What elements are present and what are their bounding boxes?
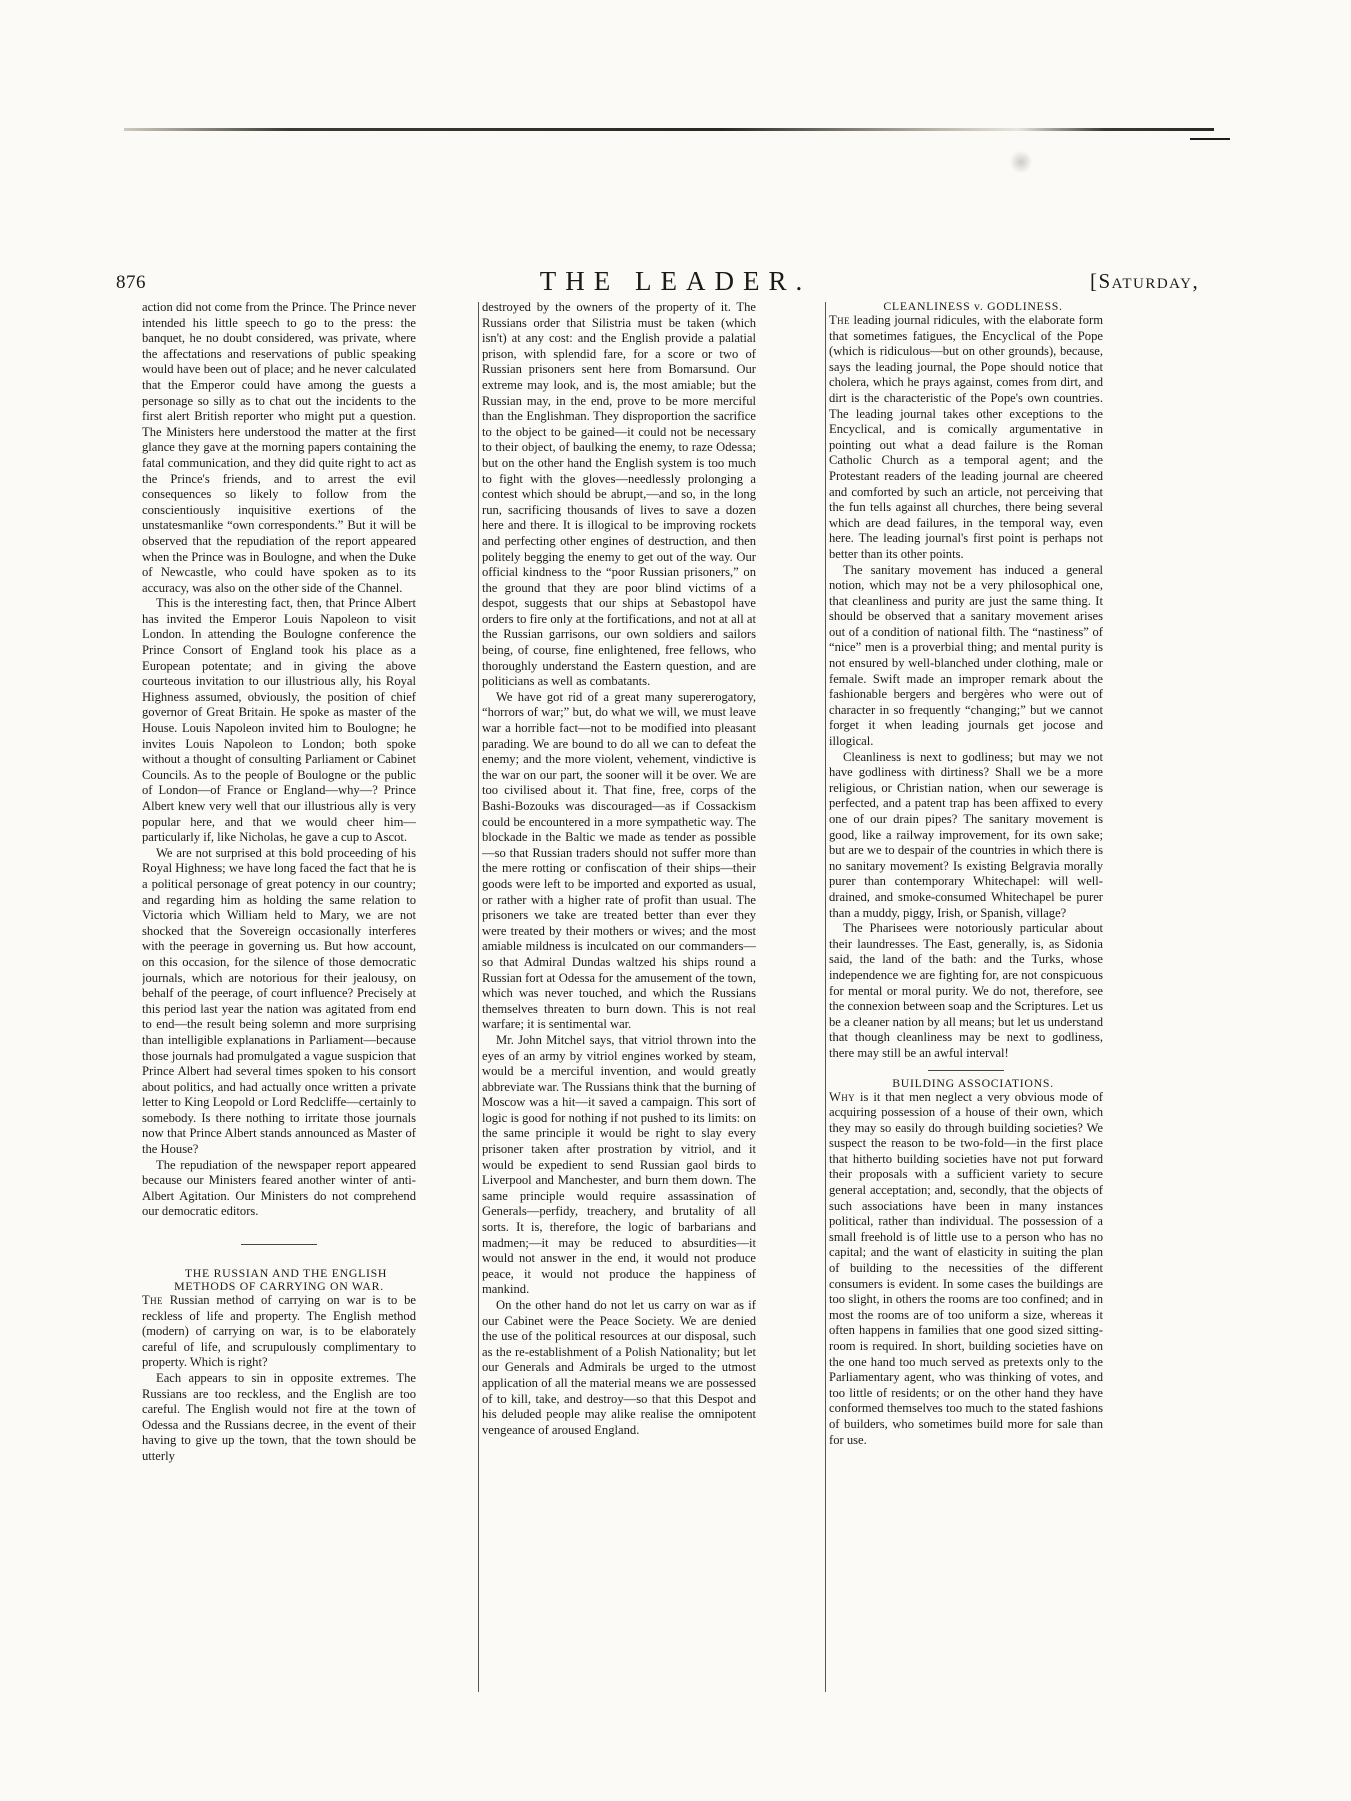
column-divider [825, 302, 826, 1692]
paragraph: leading journal ridicules, with the elaborate form that sometimes fatigues, the Encyclical of the Pope (which is ridiculous—but on other grounds), because, says the leading journal, the Pope should notice that cholera, which he prays against, comes from dirt, and dirt is the characteristic of the Pope's own countries. The leading journal takes other exceptions to the Encyclical, and is comically argumentative in pointing out what a dead failure is the Roman Catholic Church as a temporal agent; and the Protestant readers of the leading journal are cheered and comforted by such an article, not perceiving that the fun tells against all churches, there being several which are dead failures, in the temporal way, even here. The leading journal's first point is perhaps not better than its other points. [829, 313, 1103, 561]
paragraph: The Pharisees were notoriously particular about their laundresses. The East, generally, is, as Sidonia said, the land of the bath: and the Turks, whose independence we are fighting for, are not conspicuous for mental or moral purity. We do not, therefore, see the connexion between soap and the Scriptures. Let us be a cleaner nation by all means; but let us understand that though cleanliness may be next to godliness, there may still be an awful interval! [829, 921, 1103, 1060]
paragraph: On the other hand do not let us carry on war as if our Cabinet were the Peace Society. We are denied the use of the political resources at our disposal, such as the re-establishment of a Polish Nationality; but let our Generals and Admirals be urged to the utmost application of all the material means we are possessed of to kill, take, and destroy—so that this Despot and his deluded people may alike realise the omnipotent vengeance of aroused England. [482, 1298, 756, 1437]
paragraph: Russian method of carrying on war is to be reckless of life and property. The English method (modern) of carrying on war, is to be elaborately careful of life, and scrupulously complimentary to property. Which is right? [142, 1293, 416, 1370]
column-divider [478, 302, 479, 1692]
paragraph: The sanitary movement has induced a general notion, which may not be a very philosophical one, that cleanliness and purity are just the same thing. It should be observed that a sanitary movement arises out of a condition of national filth. The “nastiness” of “nice” men is a proverbial thing; and mental purity is not ensured by well-blanched under clothing, male or female. Swift made an improper remark about the fashionable bergers and bergères who were out of character in so frequently “changing;” but we cannot forget it when leading journals get jocose and illogical. [829, 562, 1103, 749]
paragraph: Cleanliness is next to godliness; but may we not have godliness with dirtiness? Shall we be a more religious, or Christian nation, when our sewerage is perfected, and a patent trap has been affixed to every one of our drain pipes? The sanitary movement is good, like a railway improvement, for its own sake; but are we to despair of the countries in which there is no sanitary movement? Is existing Belgravia morally purer than contemporary Whitechapel: will well-drained, and smoke-consumed Whitechapel be purer than a muddy, piggy, Irish, or Spanish, village? [829, 749, 1103, 920]
top-rule [124, 128, 1214, 131]
paragraph: destroyed by the owners of the property of it. The Russians order that Silistria must be taken (which isn't) at any cost: and the English provide a palatial prison, with splendid fare, for a score or two of Russian prisoners sent here from Bomarsund. Our extreme may look, and is, the most amiable; but the Russian may, in the end, prove to be more merciful than the Englishman. They disproportion the sacrifice to the object to be gained—it could not be necessary to their object, of baulking the enemy, to raze Odessa; but on the other hand the English system is too much to fight with the gloves—needlessly prolonging a contest which should be abrupt,—and so, in the long run, sacrificing thousands of lives to save a dozen here and there. It is illogical to be improving rockets and perfecting other engines of destruction, and then politely begging the enemy to get out of the way. Our official kindness to the “poor Russian prisoners,” on the ground that they are poor blind victims of a despot, suggests that our ships at Sebastopol have orders to fire only at the fortifications, and not at all at the Russian garrisons, our own soldiers and sailors being, of course, fine enlightened, free fellows, who thoroughly understand the Eastern question, and are politicians as well as combatants. [482, 300, 756, 689]
dateline: [Saturday, [1090, 269, 1200, 293]
article-heading: CLEANLINESS v. GODLINESS. [883, 300, 1063, 313]
article-heading: THE RUSSIAN AND THE ENGLISH METHODS OF CARRYING ON WAR. [174, 1266, 388, 1294]
section-separator [928, 1070, 1004, 1071]
ink-smudge [1010, 150, 1032, 174]
column-3 [829, 300, 1103, 1695]
paragraph: We are not surprised at this bold proceeding of his Royal Highness; we have long faced the fact that he is a political personage of great potency in our country; and regarding him as holding the same relation to Victoria which William held to Mary, we are not shocked that the Sovereign occasionally interferes with the peerage in governing us. But how account, on this occasion, for the silence of those democratic journals, which are notorious for their jealousy, on behalf of the peerage, of court influence? Precisely at this period last year the nation was agitated from end to end—the result being solemn and more surprising than intelligible explanations in Parliament—because those journals had promulgated a vague suspicion that Prince Albert had several times spoken to his consort about politics, and had actually once written a private letter to King Leopold or Lord Redcliffe—certainly to somebody. Is there nothing to irritate those journals now that Prince Albert stands announced as Master of the House? [142, 845, 416, 1157]
drop-word: The [142, 1293, 163, 1308]
section-separator [241, 1244, 317, 1245]
drop-word: The [829, 313, 850, 327]
column-2 [482, 300, 756, 1695]
paragraph: The repudiation of the newspaper report appeared because our Ministers feared another winter of anti-Albert Agitation. Our Ministers do not comprehend our democratic editors. [142, 1157, 416, 1219]
publication-title: THE LEADER. [539, 266, 812, 296]
article-heading: BUILDING ASSOCIATIONS. [892, 1075, 1054, 1090]
paragraph: Each appears to sin in opposite extremes. The Russians are too reckless, and the English are too careful. The English would not fire at the town of Odessa and the Russians decree, in the event of their having to give up the town, that the town should be utterly [142, 1371, 416, 1463]
paragraph: is it that men neglect a very obvious mode of acquiring possession of a house of their own, which they may so easily do through building societies? We suspect the reason to be two-fold—in the first place that hitherto building societies have not put forward their proposals with a sufficient variety to secure general acceptation; and, secondly, that the objects of such associations have been in many instances political, rather than individual. The possession of a small freehold is of little use to a person who has no capital; and the want of elasticity in suiting the plan of building to the necessities of the different consumers is evident. In some cases the buildings are too slight, in others the rooms are too confined; and in most the rooms are of too uniform a size, whereas it often happens in families that one good sized sitting-room is required. In short, building societies have on the one hand too much served as pretexts only to the Parliamentary agent, who was thinking of votes, and too little of residents; or on the other hand they have conformed themselves too much to the stated fashions of builders, who sometimes build more for sale than for use. [829, 1089, 1103, 1447]
paragraph: action did not come from the Prince. The Prince never intended his little speech to go to the press: the banquet, he no doubt considered, was private, where the affectations and reservations of public speaking would have been out of place; and he never calculated that the Emperor could have among the guests a personage so silly as to chat out the incidents to the first alert British reporter who might put a question. The Ministers here understood the matter at the first glance they gave at the morning papers containing the fatal communication, and they did quite right to act as the Prince's friends, and to arrest the evil consequences so likely to follow from the conscientiously inquisitive exertions of the unstatesmanlike “own correspondents.” But it will be observed that the repudiation of the report appeared when the Prince was in Boulogne, and when the Duke of Newcastle, who could have spoken as to its accuracy, was also on the other side of the Channel. [142, 300, 416, 595]
paragraph: We have got rid of a great many supererogatory, “horrors of war;” but, do what we will, we must leave war a horrible fact—not to be modified into pleasant parading. We are bound to do all we can to defeat the enemy; and the more violent, vehement, vindictive is the war on our part, the sooner will it be over. We are too civilised about it. That fine, free, corps of the Bashi-Bozouks was discouraged—as if Cossackism could be encountered in a more sympathetic way. The blockade in the Baltic we made as tender as possible—so that Russian traders should not suffer more than the mere rotting or confiscation of their ships—their goods were left to be imported and exported as usual, or rather with a higher rate of profit than usual. The prisoners we take are treated better than ever they were treated by their mothers or wives; and the most amiable mildness is inculcated on our commanders—so that Admiral Dundas waltzed his ships round a Russian fort at Odessa for the amusement of the town, which was never touched, and which the Russians themselves threaten to burn down. This is not real warfare; it is sentimental war. [482, 689, 756, 1032]
paragraph: Mr. John Mitchel says, that vitriol thrown into the eyes of an army by vitriol engines worked by steam, would be a merciful invention, and would greatly abbreviate war. The Russians think that the burning of Moscow was a hit—it saved a campaign. This sort of logic is good for nothing if not pushed to its limits: on the same principle it would be right to slay every prisoner taken after prostration by vitriol, and it would be expedient to send Russian gaol birds to Liverpool and Manchester, and burn them down. The same principle would require assassination of Generals—perfidy, treachery, and brutality of all sorts. It is, therefore, the logic of barbarians and madmen;—it may be reduced to absurdities—it would not answer in the end, it would not produce peace, it would not produce the happiness of mankind. [482, 1032, 756, 1297]
drop-word: Why [829, 1089, 856, 1104]
page-number: 876 [116, 272, 146, 293]
column-1 [142, 300, 416, 1695]
paragraph: This is the interesting fact, then, that Prince Albert has invited the Emperor Louis Napoleon to visit London. In attending the Boulogne conference the Prince Consort of England took his place as a European potentate; and in giving the above courteous invitation to our illustrious ally, his Royal Highness assumed, obviously, the position of chief governor of Great Britain. He spoke as master of the House. Louis Napoleon invited him to Boulogne; he invites Louis Napoleon to London; both spoke without a thought of consulting Parliament or Cabinet Councils. As to the people of Boulogne or the public of London—of France or England—why—? Prince Albert knew very well that our illustrious ally is very popular here, and that we would cheer him—particularly if, like Nicholas, he gave a cup to Ascot. [142, 596, 416, 845]
top-rule-right [1190, 138, 1230, 140]
